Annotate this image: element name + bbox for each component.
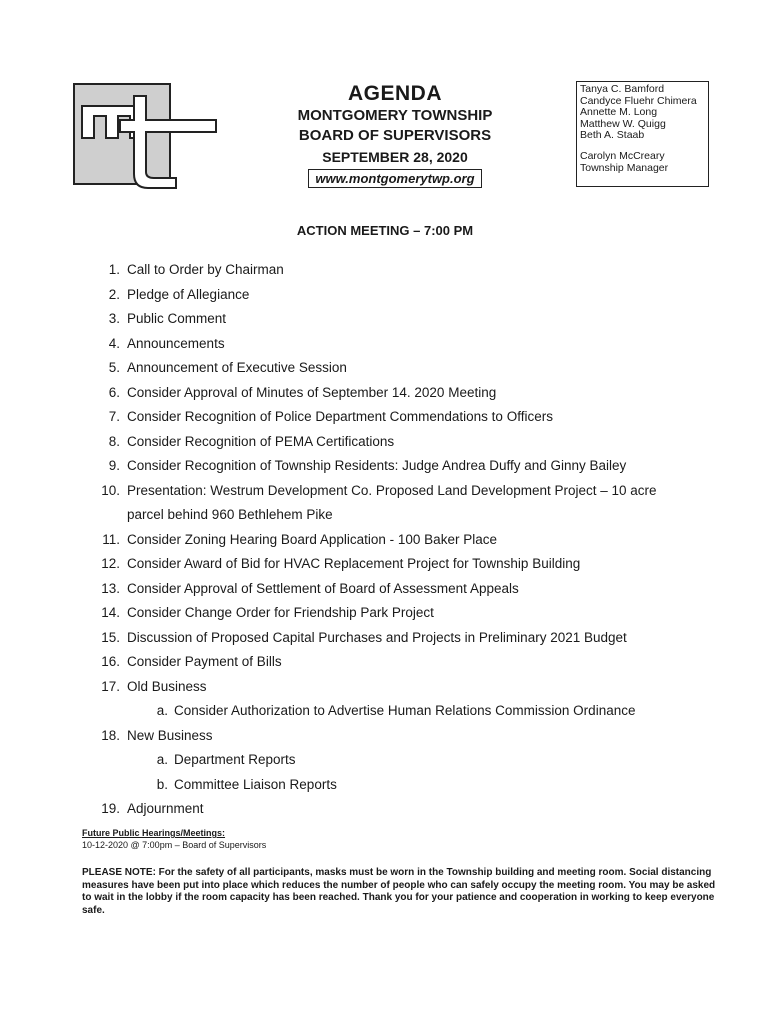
meeting-date: SEPTEMBER 28, 2020	[322, 149, 468, 165]
future-entry: 10-12-2020 @ 7:00pm – Board of Supervisors	[82, 840, 267, 850]
item-text: Consider Change Order for Friendship Park Project	[127, 605, 434, 620]
subitem-letter: b.	[156, 776, 168, 792]
item-number: 16.	[101, 654, 120, 669]
item-number: 15.	[101, 629, 120, 645]
item-number: 13.	[101, 580, 120, 596]
item-text: Consider Recognition of Police Department Commendations to Officers	[127, 409, 553, 424]
board-member: Candyce Fluehr Chimera	[580, 94, 697, 107]
item-number: 9.	[108, 458, 120, 473]
agenda-item	[86, 381, 756, 406]
item-number: 18.	[101, 727, 120, 743]
agenda-item	[86, 479, 756, 504]
board-member: Beth A. Staab	[580, 129, 645, 142]
item-text: Public Comment	[127, 311, 227, 326]
item-text: parcel behind 960 Bethlehem Pike	[127, 507, 333, 522]
manager-name: Carolyn McCreary	[580, 149, 665, 162]
item-number: 3.	[108, 311, 120, 326]
item-text: Consider Award of Bid for HVAC Replacement Project for Township Building	[127, 556, 581, 571]
agenda-list	[86, 258, 756, 822]
agenda-item	[86, 724, 756, 749]
agenda-item	[86, 430, 756, 455]
agenda-item	[86, 552, 756, 577]
item-number: 7.	[108, 409, 120, 424]
manager-title: Township Manager	[580, 161, 669, 174]
item-number: 6.	[108, 384, 120, 400]
subitem-letter: a.	[156, 703, 168, 718]
item-number: 5.	[108, 360, 120, 375]
item-text: Pledge of Allegiance	[127, 286, 250, 302]
item-number: 12.	[101, 556, 120, 571]
title-block	[270, 82, 520, 188]
board-name: BOARD OF SUPERVISORS	[298, 127, 492, 144]
website-link[interactable]: www.montgomerytwp.org	[308, 169, 481, 188]
item-text: Presentation: Westrum Development Co. Proposed Land Development Project – 10 acre	[127, 482, 657, 498]
future-heading: Future Public Hearings/Meetings:	[82, 828, 226, 838]
agenda-item	[86, 283, 756, 308]
agenda-item	[86, 601, 756, 626]
item-text: Consider Payment of Bills	[127, 654, 282, 669]
item-text: Call to Order by Chairman	[127, 262, 284, 277]
subitem-text: Consider Authorization to Advertise Human Relations Commission Ordinance	[174, 703, 636, 718]
subitem-text: Department Reports	[174, 752, 296, 767]
item-text: Old Business	[127, 678, 207, 694]
township-logo	[72, 80, 220, 192]
item-number: 8.	[108, 433, 120, 449]
item-number: 1.	[108, 262, 120, 277]
item-number: 11.	[102, 531, 120, 547]
agenda-item-continuation	[86, 503, 756, 528]
subitem-text: Committee Liaison Reports	[174, 776, 337, 792]
future-meetings	[82, 827, 266, 851]
agenda-item	[86, 356, 756, 381]
item-text: New Business	[127, 727, 213, 743]
agenda-subitem	[86, 748, 756, 773]
agenda-item	[86, 577, 756, 602]
item-text: Announcements	[127, 335, 225, 351]
item-number: 17.	[101, 678, 120, 694]
agenda-item	[86, 797, 756, 822]
safety-note: PLEASE NOTE: For the safety of all participants, masks must be worn in the Township building and meeting room. Social distancing measures have been put into place which reduces the number of people who can safely occupy the meeting room. You may be asked to wait in the lobby if the room capacity has been reached. Thank you for your patience and cooperation in working to keep everyone safe.	[82, 867, 716, 916]
item-text: Consider Approval of Minutes of September 14. 2020 Meeting	[127, 384, 497, 400]
item-number: 14.	[101, 605, 120, 620]
agenda-item	[86, 258, 756, 283]
agenda-item	[86, 332, 756, 357]
board-members-box	[576, 81, 709, 187]
subitem-letter: a.	[156, 752, 168, 767]
board-member: Matthew W. Quigg	[580, 117, 666, 130]
board-member: Tanya C. Bamford	[580, 83, 665, 95]
agenda-item	[86, 307, 756, 332]
agenda-item	[86, 675, 756, 700]
item-number: 2.	[108, 286, 120, 302]
agenda-item	[86, 454, 756, 479]
agenda-subitem	[86, 699, 756, 724]
township-name: MONTGOMERY TOWNSHIP	[297, 107, 493, 124]
item-text: Consider Approval of Settlement of Board of Assessment Appeals	[127, 580, 519, 596]
item-text: Consider Recognition of PEMA Certifications	[127, 433, 395, 449]
item-number: 19.	[101, 801, 120, 816]
agenda-item	[86, 405, 756, 430]
meeting-heading: ACTION MEETING – 7:00 PM	[296, 223, 474, 238]
item-text: Announcement of Executive Session	[127, 360, 347, 375]
agenda-subitem	[86, 773, 756, 798]
item-number: 4.	[108, 335, 120, 351]
agenda-item	[86, 626, 756, 651]
agenda-item	[86, 528, 756, 553]
board-member: Annette M. Long	[580, 106, 658, 119]
item-text: Adjournment	[127, 801, 204, 816]
item-text: Consider Zoning Hearing Board Application - 100 Baker Place	[127, 531, 497, 547]
item-text: Discussion of Proposed Capital Purchases and Projects in Preliminary 2021 Budget	[127, 629, 627, 645]
item-text: Consider Recognition of Township Residents: Judge Andrea Duffy and Ginny Bailey	[127, 458, 627, 473]
agenda-item	[86, 650, 756, 675]
agenda-title: AGENDA	[347, 82, 442, 105]
item-number: 10.	[101, 482, 120, 498]
